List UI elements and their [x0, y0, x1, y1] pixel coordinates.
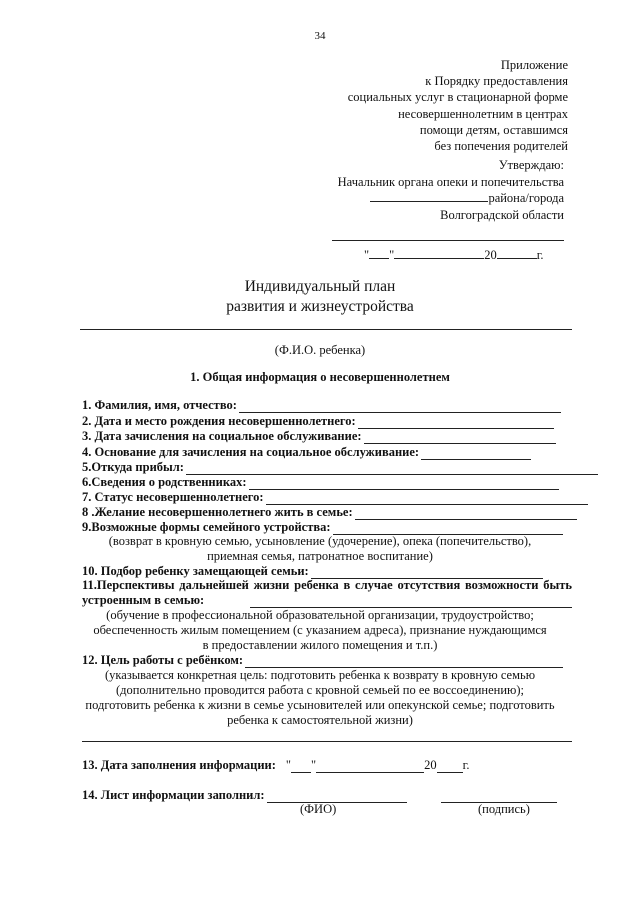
field-arrived-from: [82, 460, 598, 475]
day-blank[interactable]: [291, 761, 311, 773]
field-label: 14. Лист информации заполнил:: [82, 788, 265, 802]
approval-label: Утверждаю:: [498, 158, 564, 172]
field-enrollment-date: [82, 429, 556, 444]
field-label: 7. Статус несовершеннолетнего:: [82, 490, 264, 504]
field-label: 9.Возможные формы семейного устройства:: [82, 520, 331, 534]
field-note: (возврат в кровную семью, усыновление (удочерение), опека (попечительство),: [108, 534, 532, 548]
month-blank[interactable]: [394, 247, 484, 259]
field-label: 2. Дата и место рождения несовершеннолетнего:: [82, 414, 356, 428]
field-blank[interactable]: [358, 417, 554, 429]
appendix-block: [348, 57, 568, 154]
field-label: 3. Дата зачисления на социальное обслуживание:: [82, 429, 362, 443]
field-note: (указывается конкретная цель: подготовить ребенка к возврату в кровную семью: [104, 668, 536, 682]
field-label: 6.Сведения о родственниках:: [82, 475, 247, 489]
approval-block: [332, 157, 564, 246]
field-enrollment-basis: [82, 445, 531, 460]
quote-close: ": [389, 248, 395, 262]
field-substitute-family: [82, 564, 543, 579]
goal-extra-blank[interactable]: [82, 741, 572, 742]
year-blank[interactable]: [497, 247, 537, 259]
field-birth: [82, 414, 554, 429]
field-family-wish: [82, 505, 577, 520]
field-label: 4. Основание для зачисления на социальное обслуживание:: [82, 445, 420, 459]
field-blank[interactable]: [239, 401, 561, 413]
district-suffix: района/города: [488, 191, 564, 205]
year-prefix: 20: [424, 758, 437, 772]
field-label: 12. Цель работы с ребёнком:: [82, 653, 244, 667]
quote-close: ": [311, 758, 317, 772]
field-blank[interactable]: [186, 463, 598, 475]
field-note: подготовить ребенка к жизни в семье усыновителей или опекунской семье; подготовить: [85, 698, 555, 712]
district-blank[interactable]: [370, 190, 488, 202]
approval-district-line: [332, 190, 564, 207]
page-number: 34: [314, 30, 326, 42]
signature-caption: (подпись): [478, 802, 530, 816]
approval-position: Начальник органа опеки и попечительства: [337, 174, 564, 189]
field-note: ребенка к самостоятельной жизни): [227, 713, 413, 727]
year-suffix: г.: [536, 248, 544, 262]
title-line-1: Индивидуальный план: [244, 278, 396, 295]
fio-caption: (ФИО): [300, 802, 337, 816]
field-note: (дополнительно проводится работа с кровной семьей по ее воссоединению);: [115, 683, 524, 697]
year-prefix: 20: [484, 248, 497, 262]
field-blank[interactable]: [364, 432, 556, 444]
field-family-forms: [82, 520, 563, 535]
field-label: 1. Фамилия, имя, отчество:: [82, 398, 237, 412]
field-work-goal: [82, 653, 563, 668]
field-label: 11.Перспективы дальнейшей жизни ребенка в случае отсутствия возможности быть устроенным в семью:: [82, 578, 572, 607]
field-blank[interactable]: [249, 478, 559, 490]
field-note: обеспеченность жилым помещением (с указанием адреса), признание нуждающимся: [93, 623, 547, 637]
appendix-line: помощи детям, оставшимся: [419, 122, 568, 137]
approver-signature-blank[interactable]: [332, 229, 564, 241]
document-title: [0, 277, 640, 317]
quote-open: ": [364, 248, 370, 262]
field-relatives: [82, 475, 559, 490]
approval-region: Волгоградской области: [440, 207, 564, 222]
field-note: (обучение в профессиональной образовательной организации, трудоустройство;: [106, 608, 534, 622]
field-filled-by: [82, 788, 557, 803]
quote-open: ": [285, 758, 292, 772]
title-line-2: развития и жизнеустройства: [226, 298, 414, 315]
approval-date: [364, 247, 544, 263]
section-heading: 1. Общая информация о несовершеннолетнем: [190, 370, 450, 384]
child-fio-blank[interactable]: [80, 329, 572, 330]
approval-signature-line: [332, 229, 564, 246]
day-blank[interactable]: [369, 247, 389, 259]
field-label: 8 .Желание несовершеннолетнего жить в семье:: [82, 505, 353, 519]
field-blank[interactable]: [245, 656, 563, 668]
field-blank[interactable]: [421, 448, 531, 460]
appendix-line: Приложение: [500, 58, 568, 72]
appendix-line: социальных услуг в стационарной форме: [347, 90, 568, 105]
field-blank[interactable]: [266, 493, 588, 505]
field-blank[interactable]: [355, 508, 577, 520]
field-note: приемная семья, патронатное воспитание): [207, 549, 433, 563]
field-status: [82, 490, 588, 505]
filler-fio-blank[interactable]: [267, 791, 407, 803]
field-label: 13. Дата заполнения информации:: [82, 758, 276, 772]
appendix-line: к Порядку предоставления: [425, 74, 568, 89]
appendix-line: несовершеннолетним в центрах: [398, 106, 568, 121]
month-blank[interactable]: [316, 761, 424, 773]
field-fill-date: [82, 758, 469, 773]
child-fio-caption: (Ф.И.О. ребенка): [274, 343, 366, 357]
field-full-name: [82, 398, 561, 413]
year-blank[interactable]: [437, 761, 463, 773]
field-prospects: [82, 578, 572, 608]
field-note: в предоставлении жилого помещения и т.п.): [202, 638, 438, 652]
field-label: 5.Откуда прибыл:: [82, 460, 184, 474]
year-suffix: г.: [462, 758, 470, 772]
field-label: 10. Подбор ребенку замещающей семьи:: [82, 564, 309, 578]
appendix-line: без попечения родителей: [434, 139, 568, 154]
